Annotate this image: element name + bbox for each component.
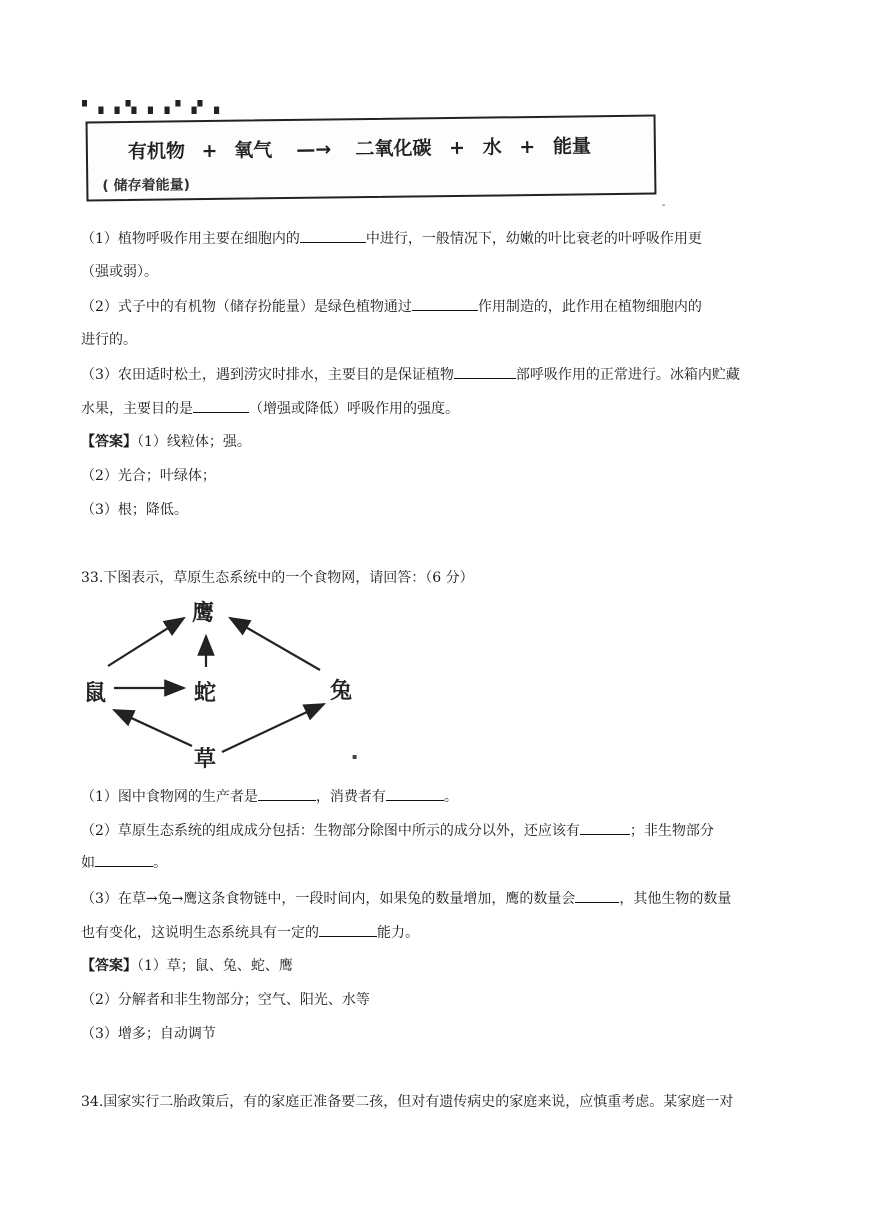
q33-part3-line2 [81, 922, 419, 943]
q32-p3-text-c: 水果，主要目的是 [81, 401, 193, 417]
q34-line1 [81, 1092, 733, 1112]
food-web-arrows [80, 592, 370, 772]
q32-part3-line1 [81, 364, 740, 385]
q33-p3-text-b: ，其他生物的数量 [619, 891, 732, 907]
q32-p2-text-c: 进行的。 [81, 332, 137, 348]
equation-note: ( 储存着能量) [102, 177, 191, 195]
equation-energy: 能量 [552, 135, 592, 158]
answer-blank [454, 364, 516, 379]
node-mouse: 鼠 [84, 680, 107, 706]
answer-blank [412, 296, 478, 311]
q32-p2-text-b: 作用制造的，此作用在植物细胞内的 [477, 299, 702, 315]
node-hawk: 鹰 [192, 600, 215, 626]
q33-part2-line2 [81, 852, 167, 873]
food-web-diagram [80, 592, 370, 772]
equation-plus-3: + [519, 135, 536, 159]
answer-blank [193, 398, 249, 413]
q32-answer-1-text: （1）线粒体；强。 [137, 434, 251, 450]
answer-label: 【答案】 [81, 434, 137, 450]
q32-p1-text-a: （1）植物呼吸作用主要在细胞内的 [81, 231, 300, 247]
corner-mark: - [662, 200, 666, 211]
equation-plus-1: + [201, 139, 218, 163]
q32-p2-text-a: （2）式子中的有机物（储存扮能量）是绿色植物通过 [81, 299, 412, 315]
q33-answer-2-text: （2）分解者和非生物部分；空气、阳光、水等 [81, 992, 370, 1008]
q32-part1-line2 [81, 262, 158, 282]
node-snake: 蛇 [194, 680, 217, 706]
q33-p1-text-b: ，消费者有 [315, 789, 386, 805]
q33-p3-text-c: 也有变化，这说明生态系统具有一定的 [81, 925, 319, 941]
q32-p3-text-d: （增强或降低）呼吸作用的强度。 [249, 401, 459, 417]
q32-answer-2-text: （2）光合；叶绿体； [81, 468, 216, 484]
q33-part3-line1 [81, 888, 731, 909]
equation-co2: 二氧化碳 [355, 137, 432, 161]
answer-blank [580, 820, 630, 835]
arrow-rabbit-to-hawk [230, 618, 320, 670]
q33-answer-3-text: （3）增多；自动调节 [81, 1026, 216, 1042]
q33-p2-text-b: ；非生物部分 [629, 823, 714, 839]
q33-p3-text-a: （3）在草→兔→鹰这条食物链中，一段时间内，如果兔的数量增加，鹰的数量会 [81, 891, 576, 907]
q32-p3-text-b: 部呼吸作用的正常进行。冰箱内贮藏 [515, 367, 740, 383]
equation-organic: 有机物 [127, 140, 186, 163]
q32-answer-1 [81, 432, 251, 452]
q33-answer-2 [81, 990, 370, 1010]
arrow-mouse-to-hawk [108, 618, 184, 666]
stray-dot: ▪ [352, 752, 358, 761]
q33-part2-line1 [81, 820, 714, 841]
equation-oxygen: 氧气 [234, 139, 273, 162]
equation-box [86, 115, 657, 202]
q33-answer-1-text: （1）草；鼠、兔、蛇、鹰 [137, 958, 293, 974]
q33-p1-text-c: 。 [443, 789, 458, 805]
q33-p1-text-a: （1）图中食物网的生产者是 [81, 789, 258, 805]
node-rabbit: 兔 [330, 678, 353, 704]
equation-top-fragment: ▘ ▖▗▝▖ ▖ ▖▘▗▘ ▖ [82, 100, 226, 114]
answer-label: 【答案】 [81, 958, 137, 974]
q32-part3-line2 [81, 398, 459, 419]
q32-part2-line1 [81, 296, 702, 317]
answer-blank [258, 786, 316, 801]
q32-p1-text-b: 中进行，一般情况下，幼嫩的叶比衰老的叶呼吸作用更 [365, 231, 702, 247]
equation-row [128, 131, 591, 164]
q33-p3-text-d: 能力。 [377, 925, 419, 941]
q32-p1-text-c: （强或弱）。 [81, 264, 158, 280]
answer-blank [95, 852, 153, 867]
respiration-equation-figure [80, 100, 670, 205]
equation-water: 水 [482, 136, 502, 159]
q33-part1 [81, 786, 458, 807]
arrow-grass-to-mouse [114, 710, 192, 746]
answer-blank [300, 228, 366, 243]
answer-blank [319, 922, 377, 937]
q34-text: 34.国家实行二胎政策后，有的家庭正准备要二孩，但对有遗传病史的家庭来说，应慎重考虑。某家庭一对 [81, 1094, 734, 1110]
q32-answer-2 [81, 466, 216, 486]
equation-arrow: —→ [296, 138, 332, 161]
q33-p2-text-c: 如 [81, 855, 95, 871]
node-grass: 草 [194, 746, 217, 772]
equation-plus-2: + [448, 136, 466, 160]
q32-answer-3 [81, 500, 188, 520]
q32-part2-line2 [81, 330, 137, 350]
q33-p2-text-a: （2）草原生态系统的组成成分包括：生物部分除图中所示的成分以外，还应该有 [81, 823, 580, 839]
arrow-grass-to-rabbit [222, 704, 324, 752]
answer-blank [386, 786, 444, 801]
q33-title-text: 33.下图表示，草原生态系统中的一个食物网，请回答：（6 分） [81, 570, 474, 586]
answer-blank [575, 888, 619, 903]
q32-answer-3-text: （3）根；降低。 [81, 502, 188, 518]
q32-part1-line1 [81, 228, 702, 249]
q32-p3-text-a: （3）农田适时松土，遇到涝灾时排水，主要目的是保证植物 [81, 367, 454, 383]
q33-title [81, 568, 474, 588]
q33-answer-1 [81, 956, 293, 976]
q33-answer-3 [81, 1024, 216, 1044]
q33-p2-text-d: 。 [153, 855, 167, 871]
